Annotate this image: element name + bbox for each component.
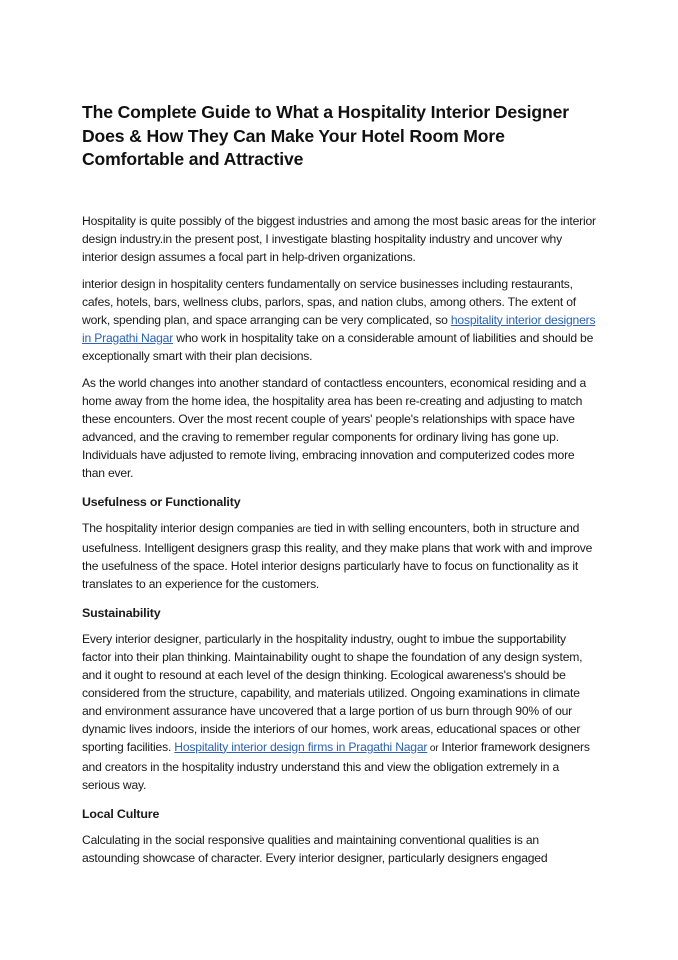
sustainability-text-b: Interior framework designers and creators in the hospitality industry understand this and view the obligation extremely in a serious way.: [82, 739, 590, 792]
local-culture-heading: Local Culture: [82, 806, 160, 821]
sustainability-small-word: or: [427, 742, 439, 754]
sustainability-heading: Sustainability: [82, 605, 161, 620]
document-page: [82, 101, 598, 867]
functionality-text-b: tied in with selling encounters, both in structure and usefulness. Intelligent designers grasp this reality, and they make plans that work with and improve the usefulness of the space. Hotel interior designs particularly have to focus on functionality as it translates to an experience for the customers.: [82, 520, 593, 591]
sustainability-paragraph: [82, 630, 598, 794]
functionality-text-a: The hospitality interior design companies: [82, 520, 297, 535]
local-culture-paragraph: Calculating in the social responsive qualities and maintaining conventional qualities is an astounding showcase of character. Every interior designer, particularly designers engaged: [82, 832, 548, 865]
functionality-paragraph: [82, 519, 598, 593]
functionality-small-word: are: [296, 523, 311, 535]
hospitality-design-firms-link[interactable]: Hospitality interior design firms in Pragathi Nagar: [174, 739, 428, 754]
page-title: The Complete Guide to What a Hospitality Interior Designer Does & How They Can Make Your Hotel Room More Comfortable and Attractive: [82, 102, 569, 169]
intro-paragraph-2-text-a: interior design in hospitality centers fundamentally on service businesses including restaurants, cafes, hotels, bars, wellness clubs, parlors, spas, and nation clubs, among others. The extent of work, spending plan, and space arranging can be very complicated, so: [82, 276, 576, 327]
intro-paragraph-3: As the world changes into another standard of contactless encounters, economical residing and a home away from the home idea, the hospitality area has been re-creating and adjusting to match these encounters. Over the most recent couple of years' people's relationships with space have advanced, and the craving to remember regular components for ordinary living has gone up. Individuals have adjusted to remote living, embracing innovation and computerized codes more than ever.: [82, 375, 587, 480]
intro-paragraph-2: [82, 275, 598, 365]
functionality-heading: Usefulness or Functionality: [82, 494, 241, 509]
hospitality-designers-link[interactable]: hospitality interior designers in Pragathi Nagar: [82, 312, 596, 345]
intro-paragraph-1: Hospitality is quite possibly of the biggest industries and among the most basic areas for the interior design industry.in the present post, I investigate blasting hospitality industry and uncover why interior design assumes a focal part in help-driven organizations.: [82, 213, 596, 264]
sustainability-text-a: Every interior designer, particularly in the hospitality industry, ought to imbue the supportability factor into their plan thinking. Maintainability ought to shape the foundation of any design system, and it ought to resound at each level of the design thinking. Ecological awareness's should be considered from the structure, capability, and materials utilized. Ongoing examinations in climate and environment assurance have uncovered that a large portion of us burn through 90% of our dynamic lives indoors, inside the interiors of our homes, work areas, educational spaces or other sporting facilities.: [82, 631, 583, 754]
intro-paragraph-2-text-b: who work in hospitality take on a considerable amount of liabilities and should be exceptionally smart with their plan decisions.: [82, 330, 594, 363]
